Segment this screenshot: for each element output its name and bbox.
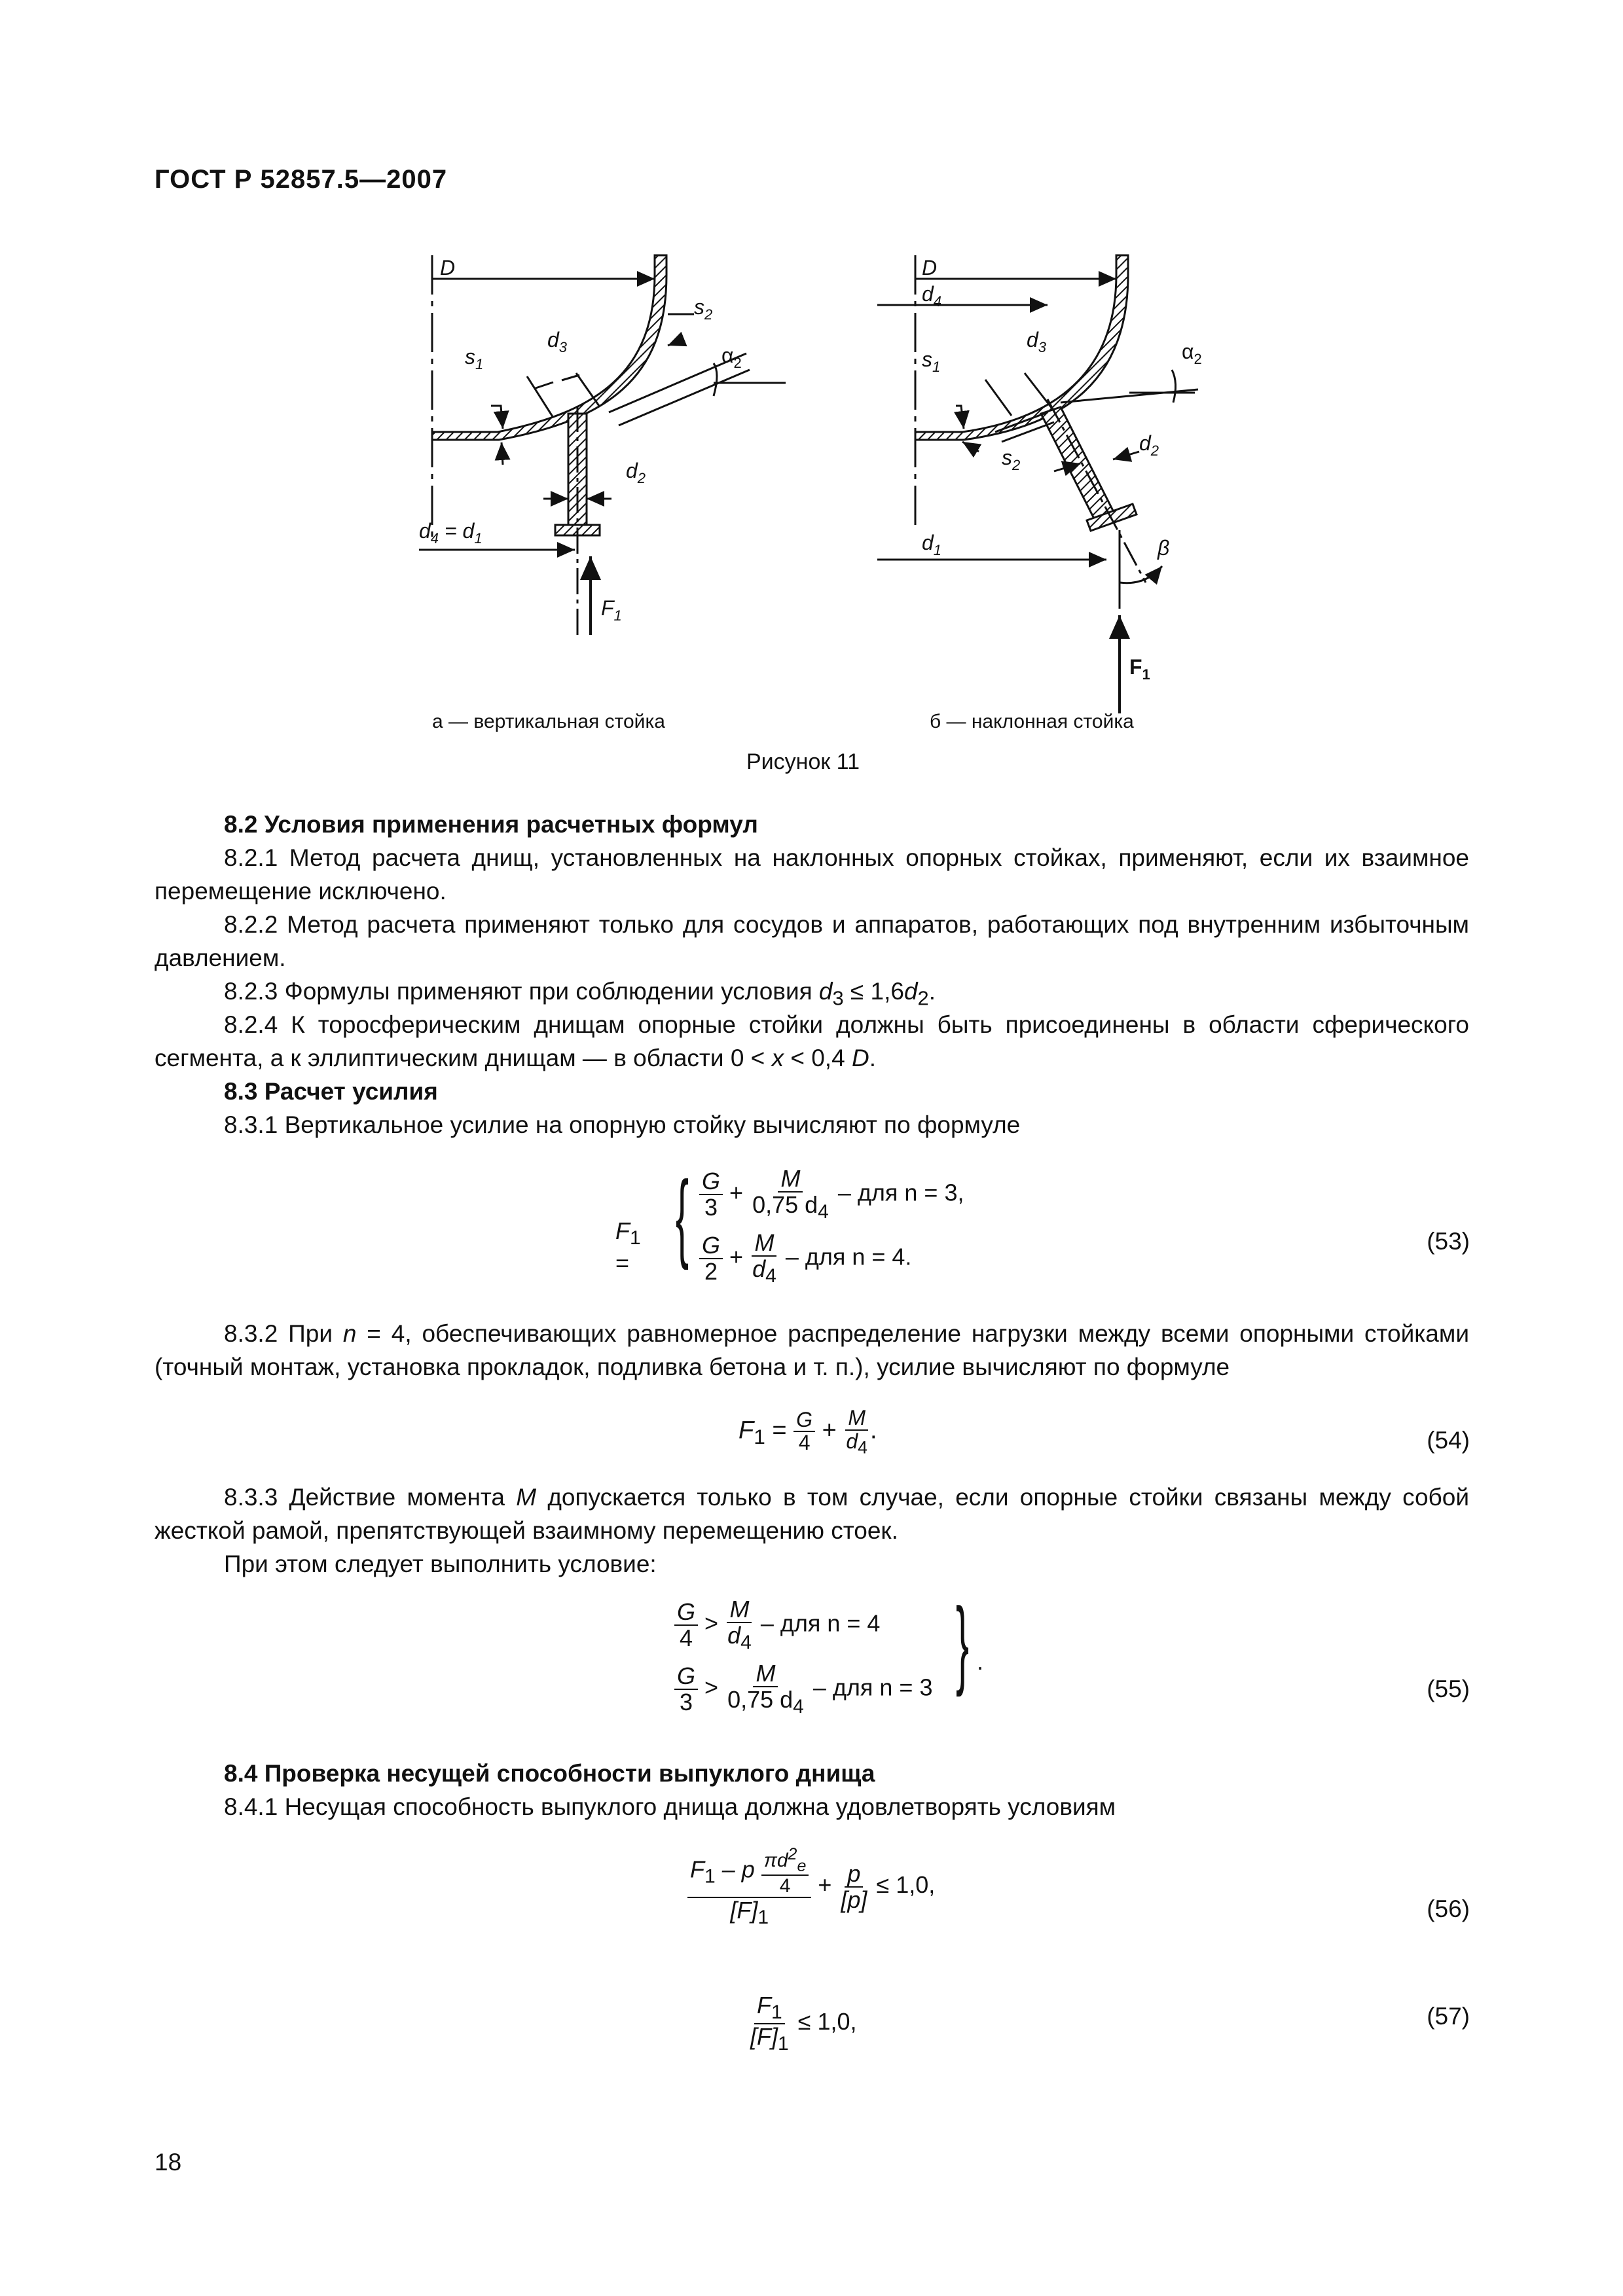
para-8-2-4: 8.2.4 К торосферическим днищам опорные стойки должны быть присоединены в области сферического сегмента, а к эллиптическим днищам — в области 0 < x < 0,4 D. bbox=[155, 1011, 1469, 1071]
figure-caption-b: б — наклонная стойка bbox=[930, 711, 1134, 732]
label-b-F1: $F_1$ bbox=[1129, 655, 1150, 683]
label-a-s2: $s_2$ bbox=[694, 295, 713, 323]
label-b-beta: β bbox=[1158, 536, 1170, 560]
label-b-s2: $s_2$ bbox=[1002, 446, 1021, 473]
document-header: ГОСТ Р 52857.5—2007 bbox=[155, 165, 448, 194]
label-b-alpha2: $\alpha_2$ bbox=[1182, 340, 1202, 367]
para-8-2-3: 8.2.3 Формулы применяют при соблюдении условия $d_3 \le 1,6d_2$. bbox=[224, 978, 936, 1010]
label-a-D: D bbox=[440, 256, 456, 279]
equation-53-number: (53) bbox=[1427, 1228, 1470, 1255]
label-a-d3: $d_3$ bbox=[547, 328, 568, 355]
section-8-3-title: 8.3 Расчет усилия bbox=[224, 1078, 438, 1105]
para-8-2-2: 8.2.2 Метод расчета применяют только для сосудов и аппаратов, работающих под внутренним избыточным давлением. bbox=[155, 911, 1469, 971]
section-8-2-title: 8.2 Условия применения расчетных формул bbox=[224, 811, 758, 838]
label-a-d2: $d_2$ bbox=[626, 459, 646, 486]
para-8-3-3-condition: При этом следует выполнить условие: bbox=[224, 1551, 657, 1577]
figure-11-drawing bbox=[393, 242, 1244, 713]
figure-title: Рисунок 11 bbox=[746, 749, 860, 774]
equation-57-number: (57) bbox=[1427, 2003, 1470, 2030]
para-8-4-1: 8.4.1 Несущая способность выпуклого днища должна удовлетворять условиям bbox=[224, 1793, 1116, 1820]
label-b-d2: $d_2$ bbox=[1139, 431, 1159, 459]
label-a-F1: $F_1$ bbox=[601, 596, 622, 624]
label-a-d4-eq-d1: $d_4 = d_1$ bbox=[419, 519, 483, 547]
equation-54-number: (54) bbox=[1427, 1427, 1470, 1454]
label-b-D: D bbox=[922, 256, 938, 279]
equation-54: $F_1$ = $\frac{G}{4}$ + $\frac{M}{d_4}$ . bbox=[739, 1406, 877, 1457]
figure-caption-a: а — вертикальная стойка bbox=[432, 711, 665, 732]
label-b-d3: $d_3$ bbox=[1027, 328, 1047, 355]
label-b-d1: $d_1$ bbox=[922, 531, 942, 558]
label-a-alpha2: $\alpha_2$ bbox=[721, 344, 742, 371]
equation-57: $\frac{F_1}{[F]_1}$ ≤ 1,0, bbox=[750, 1992, 857, 2054]
equation-55-number: (55) bbox=[1427, 1676, 1470, 1702]
equation-56: $F_1$ – p $\frac{\pi d^2_e}{4}$ $[F]_1$ + $\frac{p}{[p]}$ ≤ 1,0, bbox=[687, 1846, 935, 1928]
label-b-s1: $s_1$ bbox=[922, 348, 941, 375]
figure-b-inclined-support bbox=[877, 255, 1198, 713]
page-number: 18 bbox=[155, 2149, 182, 2176]
para-8-3-3: 8.3.3 Действие момента M допускается только в том случае, если опорные стойки связаны между собой жесткой рамой, препятствующей взаимному перемещению стоек. bbox=[155, 1484, 1469, 1544]
para-8-3-2: 8.3.2 При n = 4, обеспечивающих равномерное распределение нагрузки между всеми опорными стойками (точный монтаж, установка прокладок, подливка бетона и т. п.), усилие вычисляют по формуле bbox=[155, 1320, 1469, 1380]
label-a-s1: $s_1$ bbox=[465, 345, 484, 372]
figure-a-vertical-support bbox=[419, 255, 786, 635]
para-8-2-1: 8.2.1 Метод расчета днищ, установленных на наклонных опорных стойках, применяют, если их взаимное перемещение исключено. bbox=[155, 844, 1469, 905]
label-b-d4: $d_4$ bbox=[922, 282, 942, 310]
section-8-4-title: 8.4 Проверка несущей способности выпуклого днища bbox=[224, 1760, 875, 1787]
para-8-3-1: 8.3.1 Вертикальное усилие на опорную стойку вычисляют по формуле bbox=[224, 1111, 1021, 1138]
equation-56-number: (56) bbox=[1427, 1895, 1470, 1922]
